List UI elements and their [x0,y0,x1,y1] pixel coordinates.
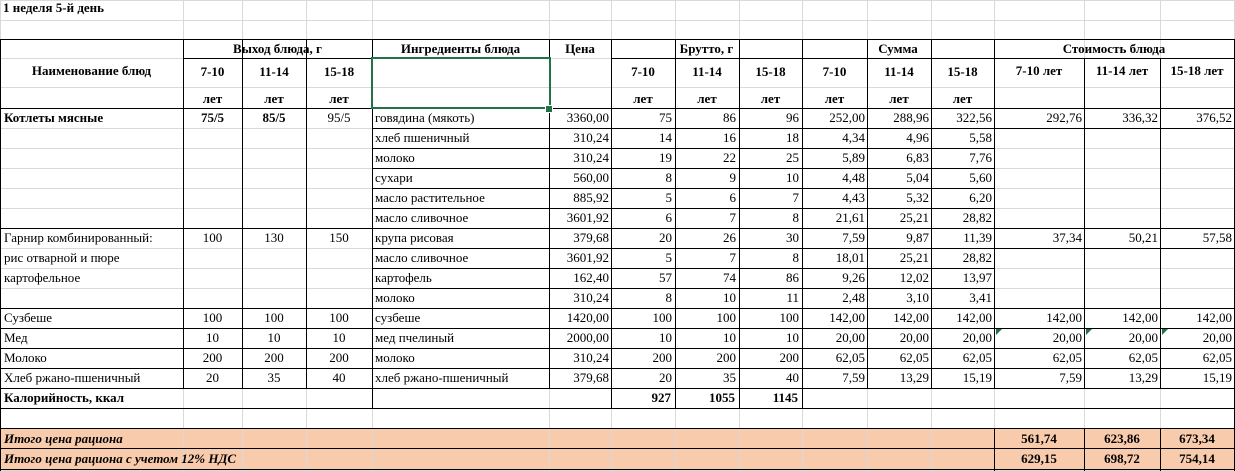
dish-cost: 62,05 [1128,350,1158,365]
ingredient-name: картофель [375,270,432,285]
table-border [0,408,1235,409]
header-age-years: лет [824,91,845,106]
calories-label: Калорийность, ккал [4,390,125,405]
sum-value: 5,32 [906,190,929,205]
brutto-value: 10 [786,330,799,345]
total-value: 623,86 [1104,431,1140,446]
header-dish-name: Наименование блюд [31,63,152,78]
header-sum: Сумма [878,41,918,56]
ingredient-price: 3601,92 [566,250,609,265]
total-label: Итого цена рациона с учетом 12% НДС [4,451,237,466]
ingredient-name: масло растительное [375,190,485,205]
sum-value: 28,82 [962,210,992,225]
dish-yield: 130 [264,230,284,245]
dish-yield: 200 [202,350,223,365]
sum-value: 142,00 [956,310,992,325]
dish-cost: 142,00 [1046,310,1082,325]
brutto-value: 9 [729,170,736,185]
brutto-value: 75 [659,110,672,125]
brutto-value: 5 [665,250,672,265]
brutto-value: 86 [723,110,736,125]
dish-cost: 15,19 [1202,370,1232,385]
dish-name: картофельное [4,270,81,285]
sum-value: 5,60 [969,170,992,185]
table-border [0,39,1,471]
dish-yield: 95/5 [327,110,351,125]
sum-value: 21,61 [835,210,865,225]
sum-value: 7,76 [969,150,992,165]
sum-value: 62,05 [962,350,992,365]
brutto-value: 30 [786,230,799,245]
dish-cost: 62,05 [1052,350,1082,365]
dish-yield: 85/5 [262,110,286,125]
ingredient-price: 560,00 [573,170,609,185]
header-brutto: Брутто, г [679,41,734,56]
cell-selection[interactable] [371,57,551,109]
table-border [183,39,184,389]
dish-cost: 20,00 [1202,330,1232,345]
ingredient-price: 379,68 [573,230,609,245]
brutto-value: 57 [659,270,672,285]
sum-value: 142,00 [893,310,929,325]
brutto-value: 20 [659,370,672,385]
table-border [242,58,243,109]
sum-value: 20,00 [962,330,992,345]
brutto-value: 10 [723,330,736,345]
table-border [994,248,1235,249]
table-border [867,58,868,109]
dish-cost: 37,34 [1052,230,1082,245]
dish-yield: 35 [267,370,281,385]
ingredient-name: хлеб пшеничный [375,130,470,145]
dish-yield: 10 [206,330,219,345]
total-value: 561,74 [1021,431,1057,446]
ingredient-name: говядина (мякоть) [375,110,475,125]
header-price: Цена [565,41,595,56]
header-age-group: 15-18 [947,64,978,79]
table-border [802,388,803,409]
sum-value: 4,48 [842,170,865,185]
dish-yield: 200 [264,350,284,365]
sum-value: 322,56 [956,110,992,125]
dish-yield: 100 [202,310,223,325]
total-label: Итого цена рациона [4,431,123,446]
dish-cost: 142,00 [1122,310,1158,325]
brutto-value: 200 [652,350,672,365]
brutto-value: 7 [792,190,799,205]
dish-cost: 376,52 [1196,110,1232,125]
brutto-value: 74 [723,270,736,285]
dish-cost: 50,21 [1128,230,1158,245]
table-border [994,128,1235,129]
dish-yield: 100 [202,230,223,245]
ingredient-name: крупа рисовая [375,230,454,245]
error-indicator [1086,329,1092,335]
table-border [611,388,612,409]
brutto-value: 100 [779,310,799,325]
header-age-years: лет [202,91,223,106]
header-age-group: 7-10 [822,64,847,79]
dish-name: рис отварной и пюре [4,250,120,265]
dish-yield: 150 [329,230,349,245]
sheet-title: 1 неделя 5-й день [3,0,105,15]
total-value: 629,15 [1021,451,1057,466]
ingredient-name: сузбеше [375,310,421,325]
sum-value: 7,59 [842,370,865,385]
sum-value: 25,21 [899,210,929,225]
sum-value: 20,00 [835,330,865,345]
brutto-value: 19 [659,150,672,165]
dish-yield: 100 [264,310,284,325]
sum-value: 12,02 [899,270,929,285]
brutto-value: 7 [729,250,736,265]
header-age-group: 11-14 [884,64,914,79]
sum-value: 142,00 [829,310,865,325]
sum-value: 13,97 [962,270,992,285]
header-age-group: 11-14 [259,64,289,79]
brutto-value: 5 [665,190,672,205]
ingredient-name: масло сливочное [375,250,469,265]
table-border [1160,58,1161,389]
dish-yield: 200 [329,350,349,365]
brutto-value: 100 [652,310,672,325]
brutto-value: 6 [665,210,672,225]
dish-name: Сузбеше [4,310,52,325]
brutto-value: 20 [659,230,672,245]
table-border [1160,428,1161,471]
dish-cost: 20,00 [1128,330,1158,345]
ingredient-price: 162,40 [573,270,609,285]
table-border [739,388,740,409]
dish-yield: 20 [206,370,219,385]
total-value: 698,72 [1104,451,1140,466]
dish-name: Мед [4,330,28,345]
sum-value: 5,04 [906,170,929,185]
calories-value: 1145 [772,390,798,405]
dish-name: Гарнир комбинированный: [4,230,153,245]
table-border [739,58,740,109]
sum-value: 11,39 [963,230,992,245]
brutto-value: 8 [792,250,799,265]
ingredient-name: мед пчелиный [375,330,455,345]
table-border [1084,58,1085,389]
dish-cost: 142,00 [1196,310,1232,325]
table-border [931,58,932,109]
brutto-value: 10 [659,330,672,345]
sum-value: 4,43 [842,190,865,205]
brutto-value: 200 [779,350,799,365]
brutto-value: 22 [723,150,736,165]
dish-cost: 336,32 [1122,110,1158,125]
ingredient-price: 379,68 [573,370,609,385]
dish-yield: 75/5 [200,110,225,125]
sum-value: 5,58 [969,130,992,145]
sum-value: 4,96 [906,130,929,145]
gridline [0,87,1235,88]
ingredient-price: 310,24 [573,130,609,145]
table-border [994,428,995,471]
sum-value: 288,96 [893,110,929,125]
brutto-value: 35 [723,370,736,385]
header-age-group: 15-18 [323,64,355,79]
table-border [306,58,307,109]
calories-value: 927 [651,390,671,405]
dish-name: Молоко [4,350,47,365]
sum-value: 9,26 [842,270,865,285]
dish-cost: 292,76 [1046,110,1082,125]
header-age-years: лет [760,91,781,106]
header-cost-age: 11-14 лет [1095,63,1149,78]
ingredient-name: молоко [375,350,415,365]
brutto-value: 8 [665,170,672,185]
header-yield: Выход блюда, г [233,41,322,56]
ingredient-price: 310,24 [573,350,609,365]
dish-cost: 62,05 [1202,350,1232,365]
sum-value: 25,21 [899,250,929,265]
sum-value: 18,01 [835,250,865,265]
ingredient-name: сухари [375,170,413,185]
brutto-value: 18 [786,130,799,145]
sum-value: 3,10 [906,290,929,305]
sum-value: 20,00 [899,330,929,345]
brutto-value: 11 [786,290,799,305]
dish-yield: 10 [332,330,346,345]
sum-value: 4,34 [842,130,865,145]
dish-yield: 40 [332,370,346,385]
sum-value: 62,05 [835,350,865,365]
brutto-value: 8 [792,210,799,225]
sum-value: 28,82 [962,250,992,265]
ingredient-price: 3601,92 [566,210,609,225]
ingredient-price: 310,24 [573,150,609,165]
brutto-value: 100 [716,310,736,325]
header-age-years: лет [697,91,717,106]
error-indicator [996,329,1002,335]
sum-value: 252,00 [829,110,865,125]
dish-yield: 10 [267,330,281,345]
brutto-value: 25 [786,150,799,165]
sum-value: 62,05 [899,350,929,365]
brutto-value: 7 [729,210,736,225]
header-age-years: лет [633,91,653,106]
header-age-group: 7-10 [200,64,225,79]
brutto-value: 14 [659,130,672,145]
table-border [1084,428,1085,471]
table-border [802,39,803,389]
ingredient-price: 310,24 [573,290,609,305]
dish-name: Котлеты мясные [4,110,104,125]
brutto-value: 26 [723,230,736,245]
dish-yield: 100 [329,310,349,325]
sum-value: 6,83 [906,150,929,165]
sum-value: 9,87 [906,230,929,245]
dish-cost: 13,29 [1128,370,1158,385]
brutto-value: 16 [723,130,736,145]
total-value: 673,34 [1179,431,1215,446]
dish-cost: 57,58 [1202,230,1232,245]
header-age-years: лет [889,91,909,106]
header-cost-age: 7-10 лет [1015,63,1063,78]
ingredient-name: молоко [375,150,415,165]
calories-value: 1055 [709,390,735,405]
sum-value: 7,59 [842,230,865,245]
brutto-value: 10 [723,290,736,305]
error-indicator [1162,329,1168,335]
brutto-value: 8 [665,290,672,305]
brutto-value: 96 [786,110,799,125]
header-ingredients: Ингредиенты блюда [400,41,521,56]
sum-value: 3,41 [969,290,992,305]
ingredient-price: 885,92 [573,190,609,205]
ingredient-name: хлеб ржано-пшеничный [375,370,509,385]
table-border [675,58,676,109]
total-value: 754,14 [1179,451,1215,466]
header-cost: Стоимость блюда [1062,41,1166,56]
ingredient-price: 3360,00 [566,110,609,125]
dish-cost: 20,00 [1052,330,1082,345]
sum-value: 13,29 [899,370,929,385]
sum-value: 2,48 [842,290,865,305]
ingredient-price: 2000,00 [566,330,609,345]
brutto-value: 200 [716,350,736,365]
brutto-value: 6 [729,190,736,205]
header-cost-age: 15-18 лет [1170,63,1224,78]
header-age-years: лет [952,91,973,106]
table-border [611,39,612,389]
ingredient-name: молоко [375,290,415,305]
header-age-group: 15-18 [755,64,786,79]
gridline [0,20,1235,21]
ingredient-name: масло сливочное [375,210,469,225]
sum-value: 6,20 [969,190,992,205]
ingredient-price: 1420,00 [566,310,609,325]
dish-cost: 7,59 [1059,370,1082,385]
dish-name: Хлеб ржано-пшеничный [4,370,141,385]
table-border [372,388,373,409]
header-age-years: лет [264,91,284,106]
header-age-group: 11-14 [692,64,722,79]
sum-value: 15,19 [962,370,992,385]
header-age-group: 7-10 [631,64,655,79]
sum-value: 5,89 [842,150,865,165]
header-age-years: лет [329,91,349,106]
table-border [675,388,676,409]
brutto-value: 86 [786,270,799,285]
brutto-value: 40 [786,370,799,385]
brutto-value: 10 [786,170,799,185]
